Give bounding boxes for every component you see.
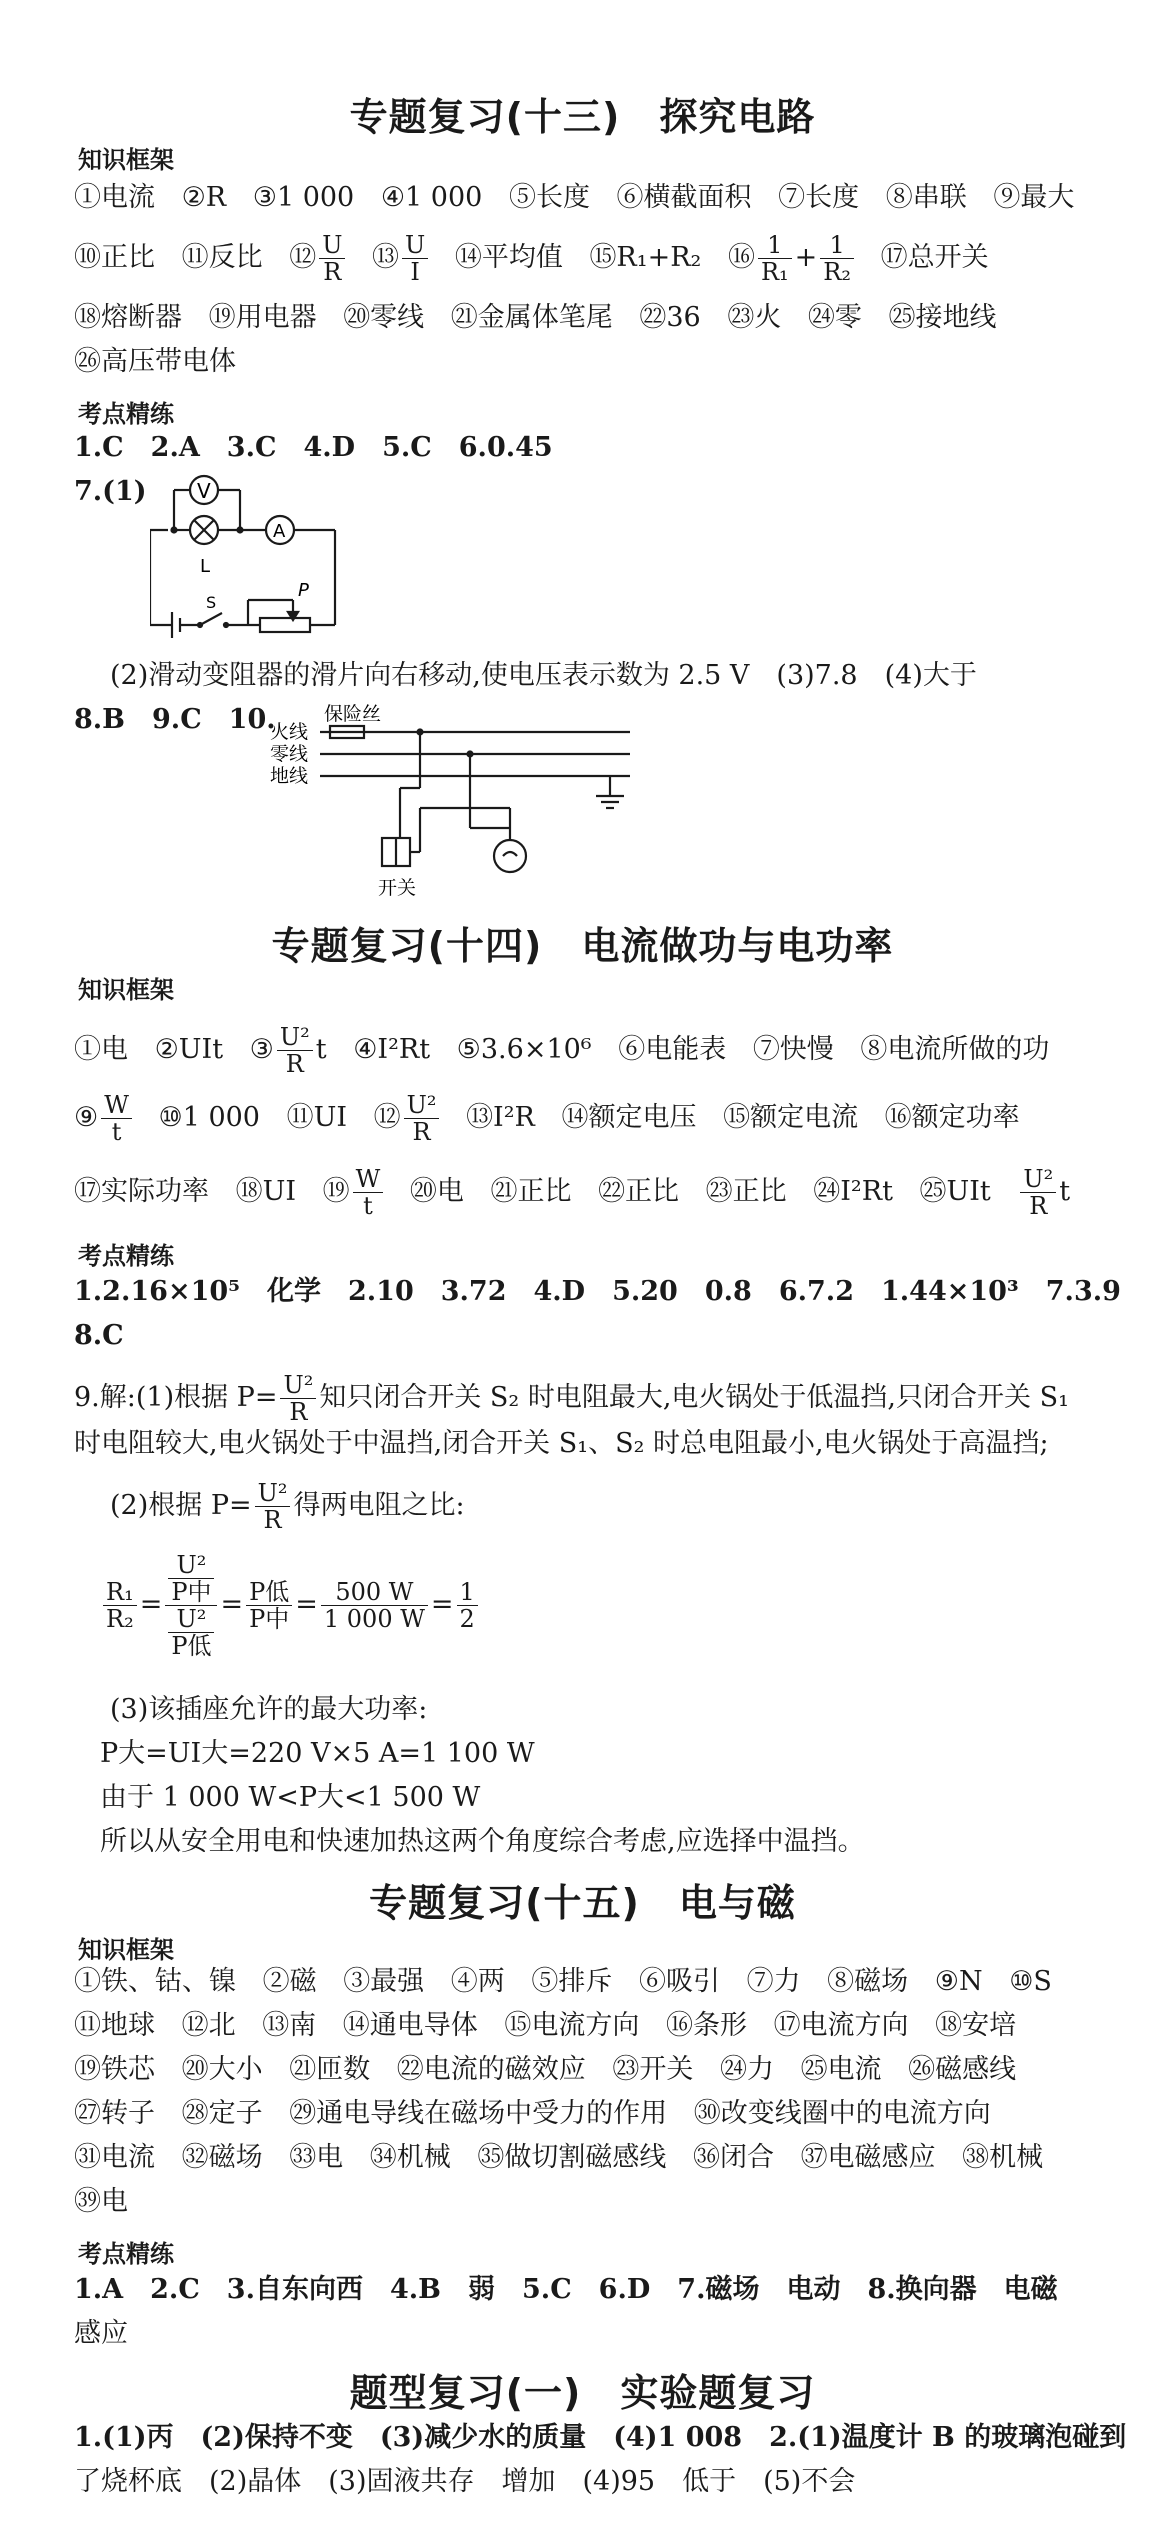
item: ㉓正比 xyxy=(705,1176,787,1207)
item: ⑳电 xyxy=(409,1176,464,1207)
s14-answer-9-line-1 xyxy=(74,1372,1069,1425)
item: ①电流 xyxy=(74,182,155,213)
item: ⑭通电导体 xyxy=(342,2010,478,2041)
fraction: $\frac{W}{t}$ xyxy=(353,1166,384,1219)
fraction: $\frac{1}{\text{R₁}}$ xyxy=(758,232,792,285)
item: ㉔I²Rt xyxy=(813,1176,893,1207)
item: ㉕UIt xyxy=(919,1176,991,1207)
experiment-section-title: 题型复习(一) 实验题复习 xyxy=(349,2371,816,2415)
item: ㉔力 xyxy=(719,2054,774,2085)
item: ②磁 xyxy=(262,1966,317,1997)
item: ⑰总开关 xyxy=(880,242,989,273)
item: ⑨N xyxy=(934,1966,983,1997)
item: ㉘定子 xyxy=(181,2098,263,2129)
experiment-answers-2: 了烧杯底 (2)晶体 (3)固液共存 增加 (4)95 低于 (5)不会 xyxy=(74,2466,856,2497)
item: ㉚改变线圈中的电流方向 xyxy=(693,2098,991,2129)
section-15-title: 专题复习(十五) 电与磁 xyxy=(369,1881,796,1925)
item: ⑨ xyxy=(74,1102,99,1133)
section-14-framework-heading: 知识框架 xyxy=(78,976,174,1004)
fire-wire-label: 火线 xyxy=(270,721,309,743)
switch-label: 开关 xyxy=(378,877,417,899)
item: ㉑正比 xyxy=(490,1176,572,1207)
item: ⑰电流方向 xyxy=(773,2010,909,2041)
item: ③最强 xyxy=(343,1966,425,1997)
s14-answer-9-line-6: 由于 1 000 W<P大<1 500 W xyxy=(100,1782,481,1813)
s13-answer-7-rest: (2)滑动变阻器的滑片向右移动,使电压表示数为 2.5 V (3)7.8 (4)大于 xyxy=(110,660,977,691)
item: ⑩1 000 xyxy=(158,1102,260,1133)
section-15-framework-heading: 知识框架 xyxy=(78,1936,174,1964)
section-14-practice-heading: 考点精练 xyxy=(78,1242,174,1270)
item: ⑤3.6×10⁶ xyxy=(456,1034,592,1065)
compound-fraction: $\frac{\frac{\text{U²}}{\text{P中}}}{\frac{\text{U²}}{\text{P低}}}$ xyxy=(165,1552,217,1659)
item: ⑪反比 xyxy=(181,242,263,273)
item: ⑲用电器 xyxy=(208,302,317,333)
item: ㉕接地线 xyxy=(888,302,997,333)
section-14-title: 专题复习(十四) 电流做功与电功率 xyxy=(271,924,894,968)
item: ⑬ xyxy=(372,242,400,273)
s14-answer-9-line-7: 所以从安全用电和快速加热这两个角度综合考虑,应选择中温挡。 xyxy=(100,1826,865,1857)
slider-label: P xyxy=(298,580,309,601)
section-13-title: 专题复习(十三) 探究电路 xyxy=(349,95,816,139)
item: ⑲铁芯 xyxy=(74,2054,155,2085)
item: ⑮额定电流 xyxy=(723,1102,859,1133)
item: ㊱闭合 xyxy=(692,2142,774,2173)
section-15-practice-heading: 考点精练 xyxy=(78,2240,174,2268)
s13-knowledge-row-4: ㉖高压带电体 xyxy=(74,346,236,377)
text: 得两电阻之比: xyxy=(293,1490,465,1521)
item: ㉖磁感线 xyxy=(908,2054,1017,2085)
s14-answers-1: 1.2.16×10⁵ 化学 2.10 3.72 4.D 5.20 0.8 6.7.2 1.44×10³ 7.3.9 xyxy=(74,1276,1121,1307)
text: 9.解:(1)根据 P= xyxy=(74,1382,278,1413)
item: ⑦长度 xyxy=(778,182,860,213)
s15-knowledge-row-1 xyxy=(74,1962,1070,2002)
fraction: $\frac{U}{I}$ xyxy=(402,232,428,285)
s13-knowledge-row-1 xyxy=(74,178,1092,218)
zero-wire-label: 零线 xyxy=(270,743,309,765)
item: ⑭额定电压 xyxy=(561,1102,697,1133)
item: ④I²Rt xyxy=(353,1034,431,1065)
s14-knowledge-row-1 xyxy=(74,1024,1067,1077)
item: ㉓开关 xyxy=(612,2054,694,2085)
s15-knowledge-row-4 xyxy=(74,2094,1009,2134)
item: ⑤长度 xyxy=(508,182,590,213)
wiring-diagram xyxy=(270,698,640,903)
fraction: $\frac{\text{U²}}{R}$ xyxy=(404,1092,440,1145)
s15-knowledge-row-3 xyxy=(74,2050,1034,2090)
s14-answer-9-line-3 xyxy=(110,1480,465,1533)
item: ㉓火 xyxy=(727,302,782,333)
ammeter-label: A xyxy=(273,521,286,542)
text: 知只闭合开关 S₂ 时电阻最大,电火锅处于低温挡,只闭合开关 S₁ xyxy=(319,1382,1069,1413)
item: ⑩S xyxy=(1009,1966,1052,1997)
item: ㉞机械 xyxy=(369,2142,451,2173)
item: ⑮电流方向 xyxy=(504,2010,640,2041)
item: ⑳零线 xyxy=(343,302,425,333)
item: ①铁、钴、镍 xyxy=(74,1966,236,1997)
circuit-diagram xyxy=(150,470,360,645)
item: ⑯ xyxy=(727,242,755,273)
voltmeter-label: V xyxy=(197,479,211,503)
fraction: $\frac{1}{\text{R₂}}$ xyxy=(820,232,854,285)
item: ⑧磁场 xyxy=(827,1966,909,1997)
item: ⑫ xyxy=(373,1102,401,1133)
text: (2)根据 P= xyxy=(110,1490,252,1521)
fraction: $\frac{\text{U²}}{R}$ xyxy=(277,1024,313,1077)
item: ⑨最大 xyxy=(993,182,1075,213)
resistance-ratio-equation: $\frac{\text{R₁}}{\text{R₂}}$ = $\frac{\frac{\text{U²}}{\text{P中}}}{\frac{\text{U²}}{\text{P低}}}$ = $\frac{\text{P低}}{\text{P中}}$ = $\frac{500 W}{1 000 W}$ = $\frac{1}{2}$ xyxy=(100,1552,481,1659)
item: ②UIt xyxy=(154,1034,224,1065)
fraction: $\frac{1}{2}$ xyxy=(457,1579,478,1632)
fraction: $\frac{\text{R₁}}{\text{R₂}}$ xyxy=(103,1579,137,1632)
fraction: $\frac{500 W}{1 000 W}$ xyxy=(321,1579,428,1632)
item: ②R xyxy=(181,182,227,213)
item: ㉒正比 xyxy=(598,1176,680,1207)
item: ㉑匝数 xyxy=(289,2054,371,2085)
s14-answer-9-line-2: 时电阻较大,电火锅处于中温挡,闭合开关 S₁、S₂ 时总电阻最小,电火锅处于高温挡; xyxy=(74,1428,1049,1459)
item: ⑱UI xyxy=(235,1176,297,1207)
item: ⑪地球 xyxy=(74,2010,155,2041)
item: ⑥电能表 xyxy=(618,1034,727,1065)
item: ④两 xyxy=(450,1966,505,1997)
item: ⑬南 xyxy=(262,2010,317,2041)
section-13-practice-heading: 考点精练 xyxy=(78,400,174,428)
fraction: $\frac{\text{P低}}{\text{P中}}$ xyxy=(246,1579,292,1632)
item: ⑰实际功率 xyxy=(74,1176,209,1207)
item: ⑩正比 xyxy=(74,242,155,273)
item: ㉝电 xyxy=(289,2142,344,2173)
fuse-label: 保险丝 xyxy=(324,703,382,725)
s14-knowledge-row-2 xyxy=(74,1092,1038,1145)
item: ⑯额定功率 xyxy=(884,1102,1020,1133)
item: ⑮R₁+R₂ xyxy=(589,242,702,273)
item: ④1 000 xyxy=(380,182,483,213)
item: ㉜磁场 xyxy=(181,2142,263,2173)
ground-wire-label: 地线 xyxy=(270,765,309,787)
s13-answers-1: 1.C 2.A 3.C 4.D 5.C 6.0.45 xyxy=(74,432,553,463)
item: ⑱熔断器 xyxy=(74,302,182,333)
item: ㉕电流 xyxy=(800,2054,882,2085)
s13-knowledge-row-3 xyxy=(74,298,1015,338)
item: t xyxy=(1059,1176,1071,1207)
s15-knowledge-row-6: ㊴电 xyxy=(74,2186,128,2217)
fraction: $\frac{W}{t}$ xyxy=(101,1092,132,1145)
fraction: $\frac{U}{R}$ xyxy=(319,232,345,285)
item: ⑲ xyxy=(322,1176,350,1207)
item: ㉛电流 xyxy=(74,2142,155,2173)
item: ⑦快慢 xyxy=(752,1034,834,1065)
item: ⑬I²R xyxy=(466,1102,535,1133)
item: ③1 000 xyxy=(252,182,355,213)
item: ⑦力 xyxy=(746,1966,801,1997)
s15-answers-2: 感应 xyxy=(74,2318,128,2349)
item: ㊲电磁感应 xyxy=(800,2142,936,2173)
item: ⑫ xyxy=(289,242,317,273)
item: ③ xyxy=(249,1034,274,1065)
item: ⑤排斥 xyxy=(531,1966,613,1997)
s13-knowledge-row-2: ⑩正比 ⑪反比 ⑫ $\frac{U}{R}$ ⑬ $\frac{U}{I}$ ⑭平均值 ⑮R₁+R₂ ⑯ $\frac{1}{\text{R₁}}$ + $\frac{1}{\text{R₂}}$ ⑰总开关 xyxy=(74,231,989,286)
s14-answer-9-line-4: (3)该插座允许的最大功率: xyxy=(110,1694,428,1725)
s13-answers-8-10: 8.B 9.C 10. xyxy=(74,704,276,735)
item: ⑥横截面积 xyxy=(616,182,752,213)
item: ㉒36 xyxy=(639,302,701,333)
s14-knowledge-row-3 xyxy=(74,1166,1070,1219)
experiment-answers-1: 1.(1)丙 (2)保持不变 (3)减少水的质量 (4)1 008 2.(1)温度计 B 的玻璃泡碰到 xyxy=(74,2422,1127,2453)
s14-answer-9-line-5: P大=UI大=220 V×5 A=1 100 W xyxy=(100,1738,535,1769)
switch-label: S xyxy=(206,593,217,612)
item: ⑳大小 xyxy=(181,2054,263,2085)
item: ㊳机械 xyxy=(962,2142,1044,2173)
s15-answers-1: 1.A 2.C 3.自东向西 4.B 弱 5.C 6.D 7.磁场 电动 8.换向器 电磁 xyxy=(74,2274,1058,2305)
item: ⑱安培 xyxy=(935,2010,1017,2041)
s15-knowledge-row-2 xyxy=(74,2006,1034,2046)
item: ⑯条形 xyxy=(665,2010,747,2041)
lamp-label: L xyxy=(200,556,211,577)
s15-knowledge-row-5 xyxy=(74,2138,1061,2178)
fraction: $\frac{\text{U²}}{R}$ xyxy=(1020,1166,1056,1219)
item: ㉒电流的磁效应 xyxy=(396,2054,586,2085)
fraction: $\frac{\text{U²}}{R}$ xyxy=(255,1480,291,1533)
item: ㉔零 xyxy=(807,302,862,333)
s13-answer-7: 7.(1) xyxy=(74,476,147,507)
item: ⑫北 xyxy=(181,2010,236,2041)
item: ⑥吸引 xyxy=(638,1966,720,1997)
s14-answer-8: 8.C xyxy=(74,1320,124,1351)
item: ⑧串联 xyxy=(885,182,967,213)
fraction: $\frac{\text{U²}}{R}$ xyxy=(280,1372,316,1425)
item: ㉙通电导线在磁场中受力的作用 xyxy=(289,2098,668,2129)
section-13-framework-heading: 知识框架 xyxy=(78,146,174,174)
item: ⑭平均值 xyxy=(454,242,563,273)
item: ㉟做切割磁感线 xyxy=(477,2142,667,2173)
item: ⑧电流所做的功 xyxy=(860,1034,1050,1065)
item: ①电 xyxy=(74,1034,128,1065)
item: ⑪UI xyxy=(286,1102,348,1133)
item: ㉗转子 xyxy=(74,2098,155,2129)
item: t xyxy=(315,1034,327,1065)
item: ㉑金属体笔尾 xyxy=(450,302,613,333)
